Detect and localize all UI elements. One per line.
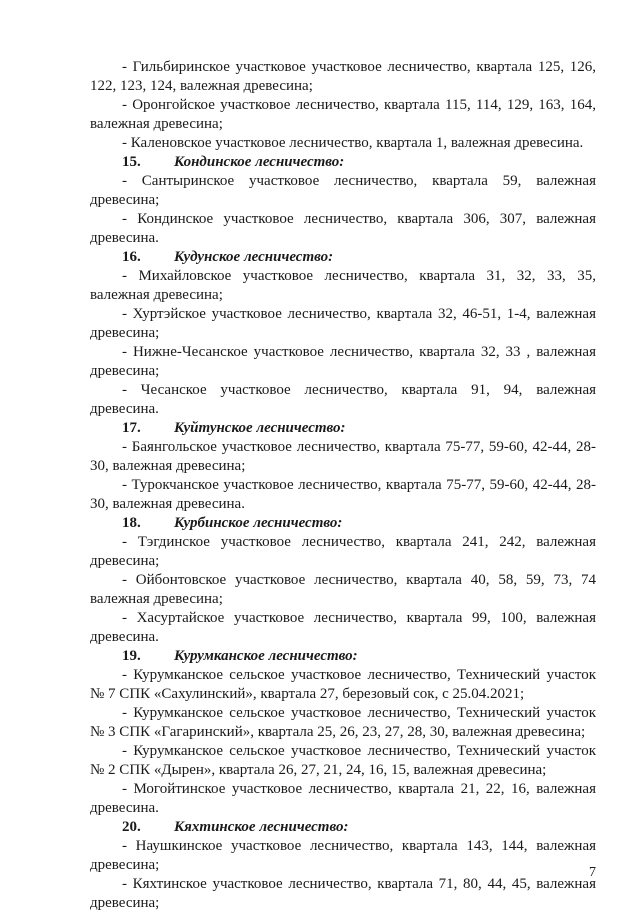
section-number: 19. [122,648,141,664]
section-title: Кондинское лесничество: [174,154,345,170]
section-title: Курбинское лесничество: [174,515,343,531]
list-item: - Михайловское участковое лесничество, квартала 31, 32, 33, 35, валежная древесина; [90,268,596,303]
list-item: - Кондинское участковое лесничество, квартала 306, 307, валежная древесина. [90,211,596,246]
page-number: 7 [589,865,596,880]
section-number: 17. [122,420,141,436]
section-heading [90,419,596,438]
section-title: Курумканское лесничество: [174,648,358,664]
list-item: - Могойтинское участковое лесничество, квартала 21, 22, 16, валежная древесина. [90,781,596,816]
list-item: - Турокчанское участковое лесничество, квартала 75-77, 59-60, 42-44, 28-30, валежная древесина. [90,477,596,512]
section-number: 16. [122,249,141,265]
list-item: - Курумканское сельское участковое лесничество, Технический участок № 7 СПК «Сахулинский», квартала 27, березовый сок, с 25.04.2021; [90,667,596,702]
list-item: - Оронгойское участковое лесничество, квартала 115, 114, 129, 163, 164, валежная древесина; [90,97,596,132]
list-item: - Сантыринское участковое лесничество, квартала 59, валежная древесина; [90,173,596,208]
section-title: Кудунское лесничество: [174,249,334,265]
list-item: - Курумканское сельское участковое лесничество, Технический участок № 3 СПК «Гагаринский», квартала 25, 26, 23, 27, 28, 30, валежная древесина; [90,705,596,740]
list-item: - Курумканское сельское участковое лесничество, Технический участок № 2 СПК «Дырен», квартала 26, 27, 21, 24, 16, 15, валежная древесина; [90,743,596,778]
section-heading [90,153,596,172]
list-item: - Кяхтинское участковое лесничество, квартала 71, 80, 44, 45, валежная древесина; [90,876,596,911]
list-item: - Тэгдинское участковое лесничество, квартала 241, 242, валежная древесина; [90,534,596,569]
document-body [90,58,596,913]
section-heading [90,248,596,267]
list-item: - Гильбиринское участковое участковое лесничество, квартала 125, 126, 122, 123, 124, валежная древесина; [90,59,596,94]
section-title: Кяхтинское лесничество: [174,819,349,835]
list-item: - Хасуртайское участковое лесничество, квартала 99, 100, валежная древесина. [90,610,596,645]
list-item: - Ойбонтовское участковое лесничество, квартала 40, 58, 59, 73, 74 валежная древесина; [90,572,596,607]
section-heading [90,514,596,533]
list-item: - Наушкинское участковое лесничество, квартала 143, 144, валежная древесина; [90,838,596,873]
section-number: 15. [122,154,141,170]
section-heading [90,818,596,837]
section-heading [90,647,596,666]
list-item: - Баянгольское участковое лесничество, квартала 75-77, 59-60, 42-44, 28-30, валежная древесина; [90,439,596,474]
section-number: 18. [122,515,141,531]
list-item: - Нижне-Чесанское участковое лесничество, квартала 32, 33 , валежная древесина; [90,344,596,379]
section-number: 20. [122,819,141,835]
list-item: - Хуртэйское участковое лесничество, квартала 32, 46-51, 1-4, валежная древесина; [90,306,596,341]
list-item: - Чесанское участковое лесничество, квартала 91, 94, валежная древесина. [90,382,596,417]
list-item: - Каленовское участковое лесничество, квартала 1, валежная древесина. [122,135,584,151]
section-title: Куйтунское лесничество: [174,420,346,436]
